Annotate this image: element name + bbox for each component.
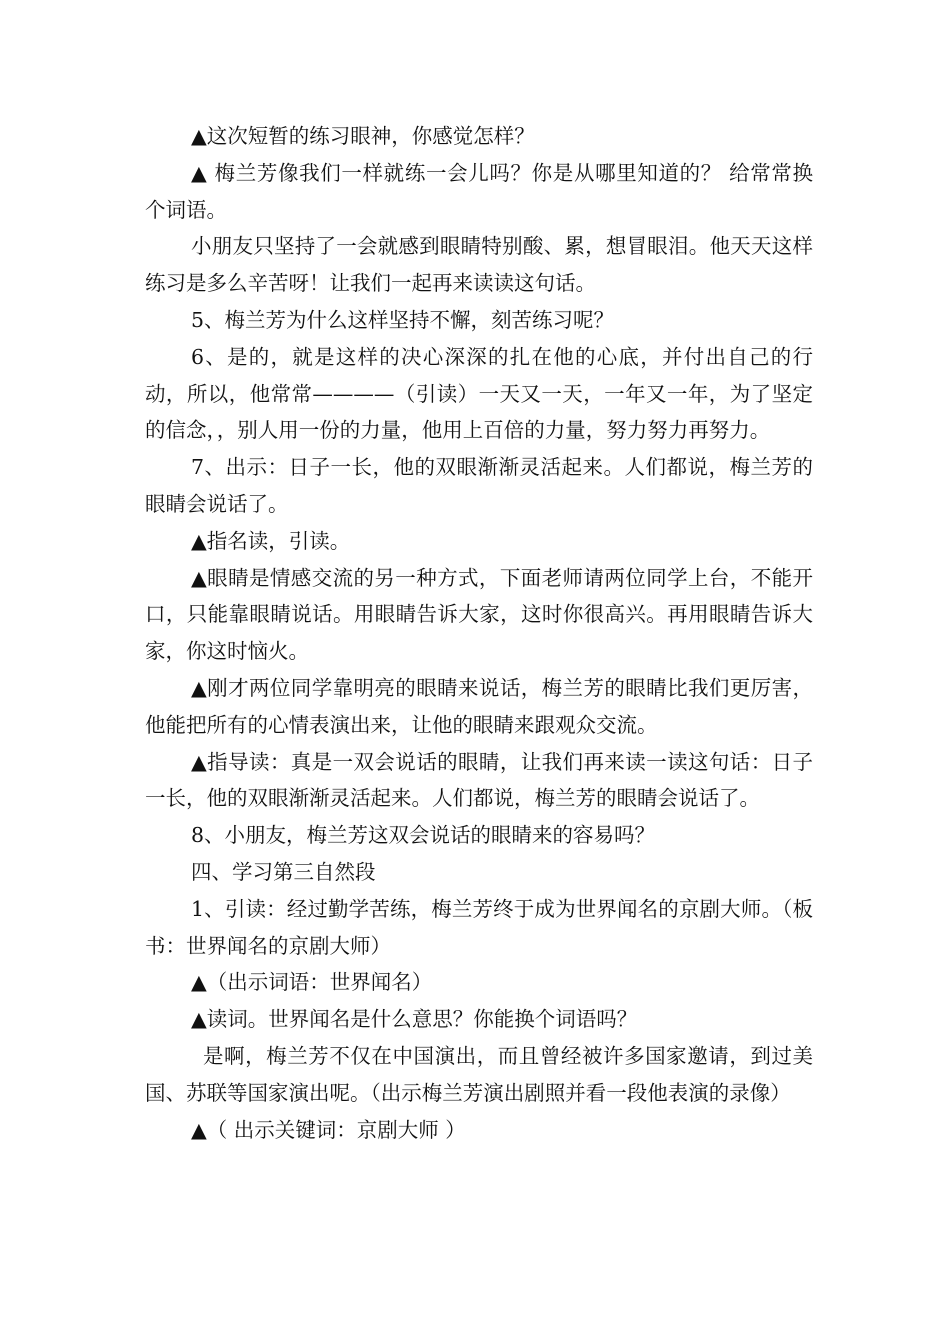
paragraph-16: 是啊，梅兰芳不仅在中国演出，而且曾经被许多国家邀请，到过美国、苏联等国家演出呢。（出示梅兰芳演出剧照并看一段他表演的录像） [145, 1043, 813, 1105]
paragraph-15: ▲读词。世界闻名是什么意思？你能换个词语吗？ [191, 1007, 638, 1032]
section-heading: 四、学习第三自然段 [191, 859, 376, 884]
paragraph-7: ▲指名读，引读。 [191, 528, 351, 553]
paragraph-3: 小朋友只坚持了一会就感到眼睛特别酸、累，想冒眼泪。他天天这样练习是多么辛苦呀！让我们一起再来读读这句话。 [145, 234, 813, 296]
paragraph-1: ▲这次短暂的练习眼神，你感觉怎样？ [191, 124, 535, 148]
paragraph-9: ▲刚才两位同学靠明亮的眼睛来说话，梅兰芳的眼睛比我们更厉害，他能把所有的心情表演出来，让他的眼睛来跟观众交流。 [145, 675, 813, 737]
paragraph-8: ▲眼睛是情感交流的另一种方式，下面老师请两位同学上台，不能开口，只能靠眼睛说话。用眼睛告诉大家，这时你很高兴。再用眼睛告诉大家，你这时恼火。 [145, 565, 813, 664]
paragraph-2: ▲ 梅兰芳像我们一样就练一会儿吗？你是从哪里知道的？ 给常常换个词语。 [145, 160, 813, 222]
paragraph-17: ▲（ 出示关键词：京剧大师 ） [191, 1117, 466, 1142]
document-page [145, 118, 813, 1148]
paragraph-10: ▲指导读：真是一双会说话的眼睛，让我们再来读一读这句话：日子一长，他的双眼渐渐灵活起来。人们都说，梅兰芳的眼睛会说话了。 [145, 749, 813, 811]
paragraph-14: ▲（出示词语：世界闻名） [191, 970, 433, 995]
paragraph-13: 1、引读：经过勤学苦练，梅兰芳终于成为世界闻名的京剧大师。（板书：世界闻名的京剧大师） [145, 896, 813, 958]
paragraph-5: 6、是的，就是这样的决心深深的扎在他的心底，并付出自己的行动，所以，他常常————（引读）一天又一天，一年又一年，为了坚定的信念，，别人用一份的力量，他用上百倍的力量，努力努力再努力。 [145, 344, 813, 443]
paragraph-11: 8、小朋友，梅兰芳这双会说话的眼睛来的容易吗？ [191, 823, 656, 848]
paragraph-4: 5、梅兰芳为什么这样坚持不懈，刻苦练习呢？ [191, 307, 615, 332]
paragraph-6: 7、出示：日子一长，他的双眼渐渐灵活起来。人们都说，梅兰芳的眼睛会说话了。 [145, 455, 813, 516]
